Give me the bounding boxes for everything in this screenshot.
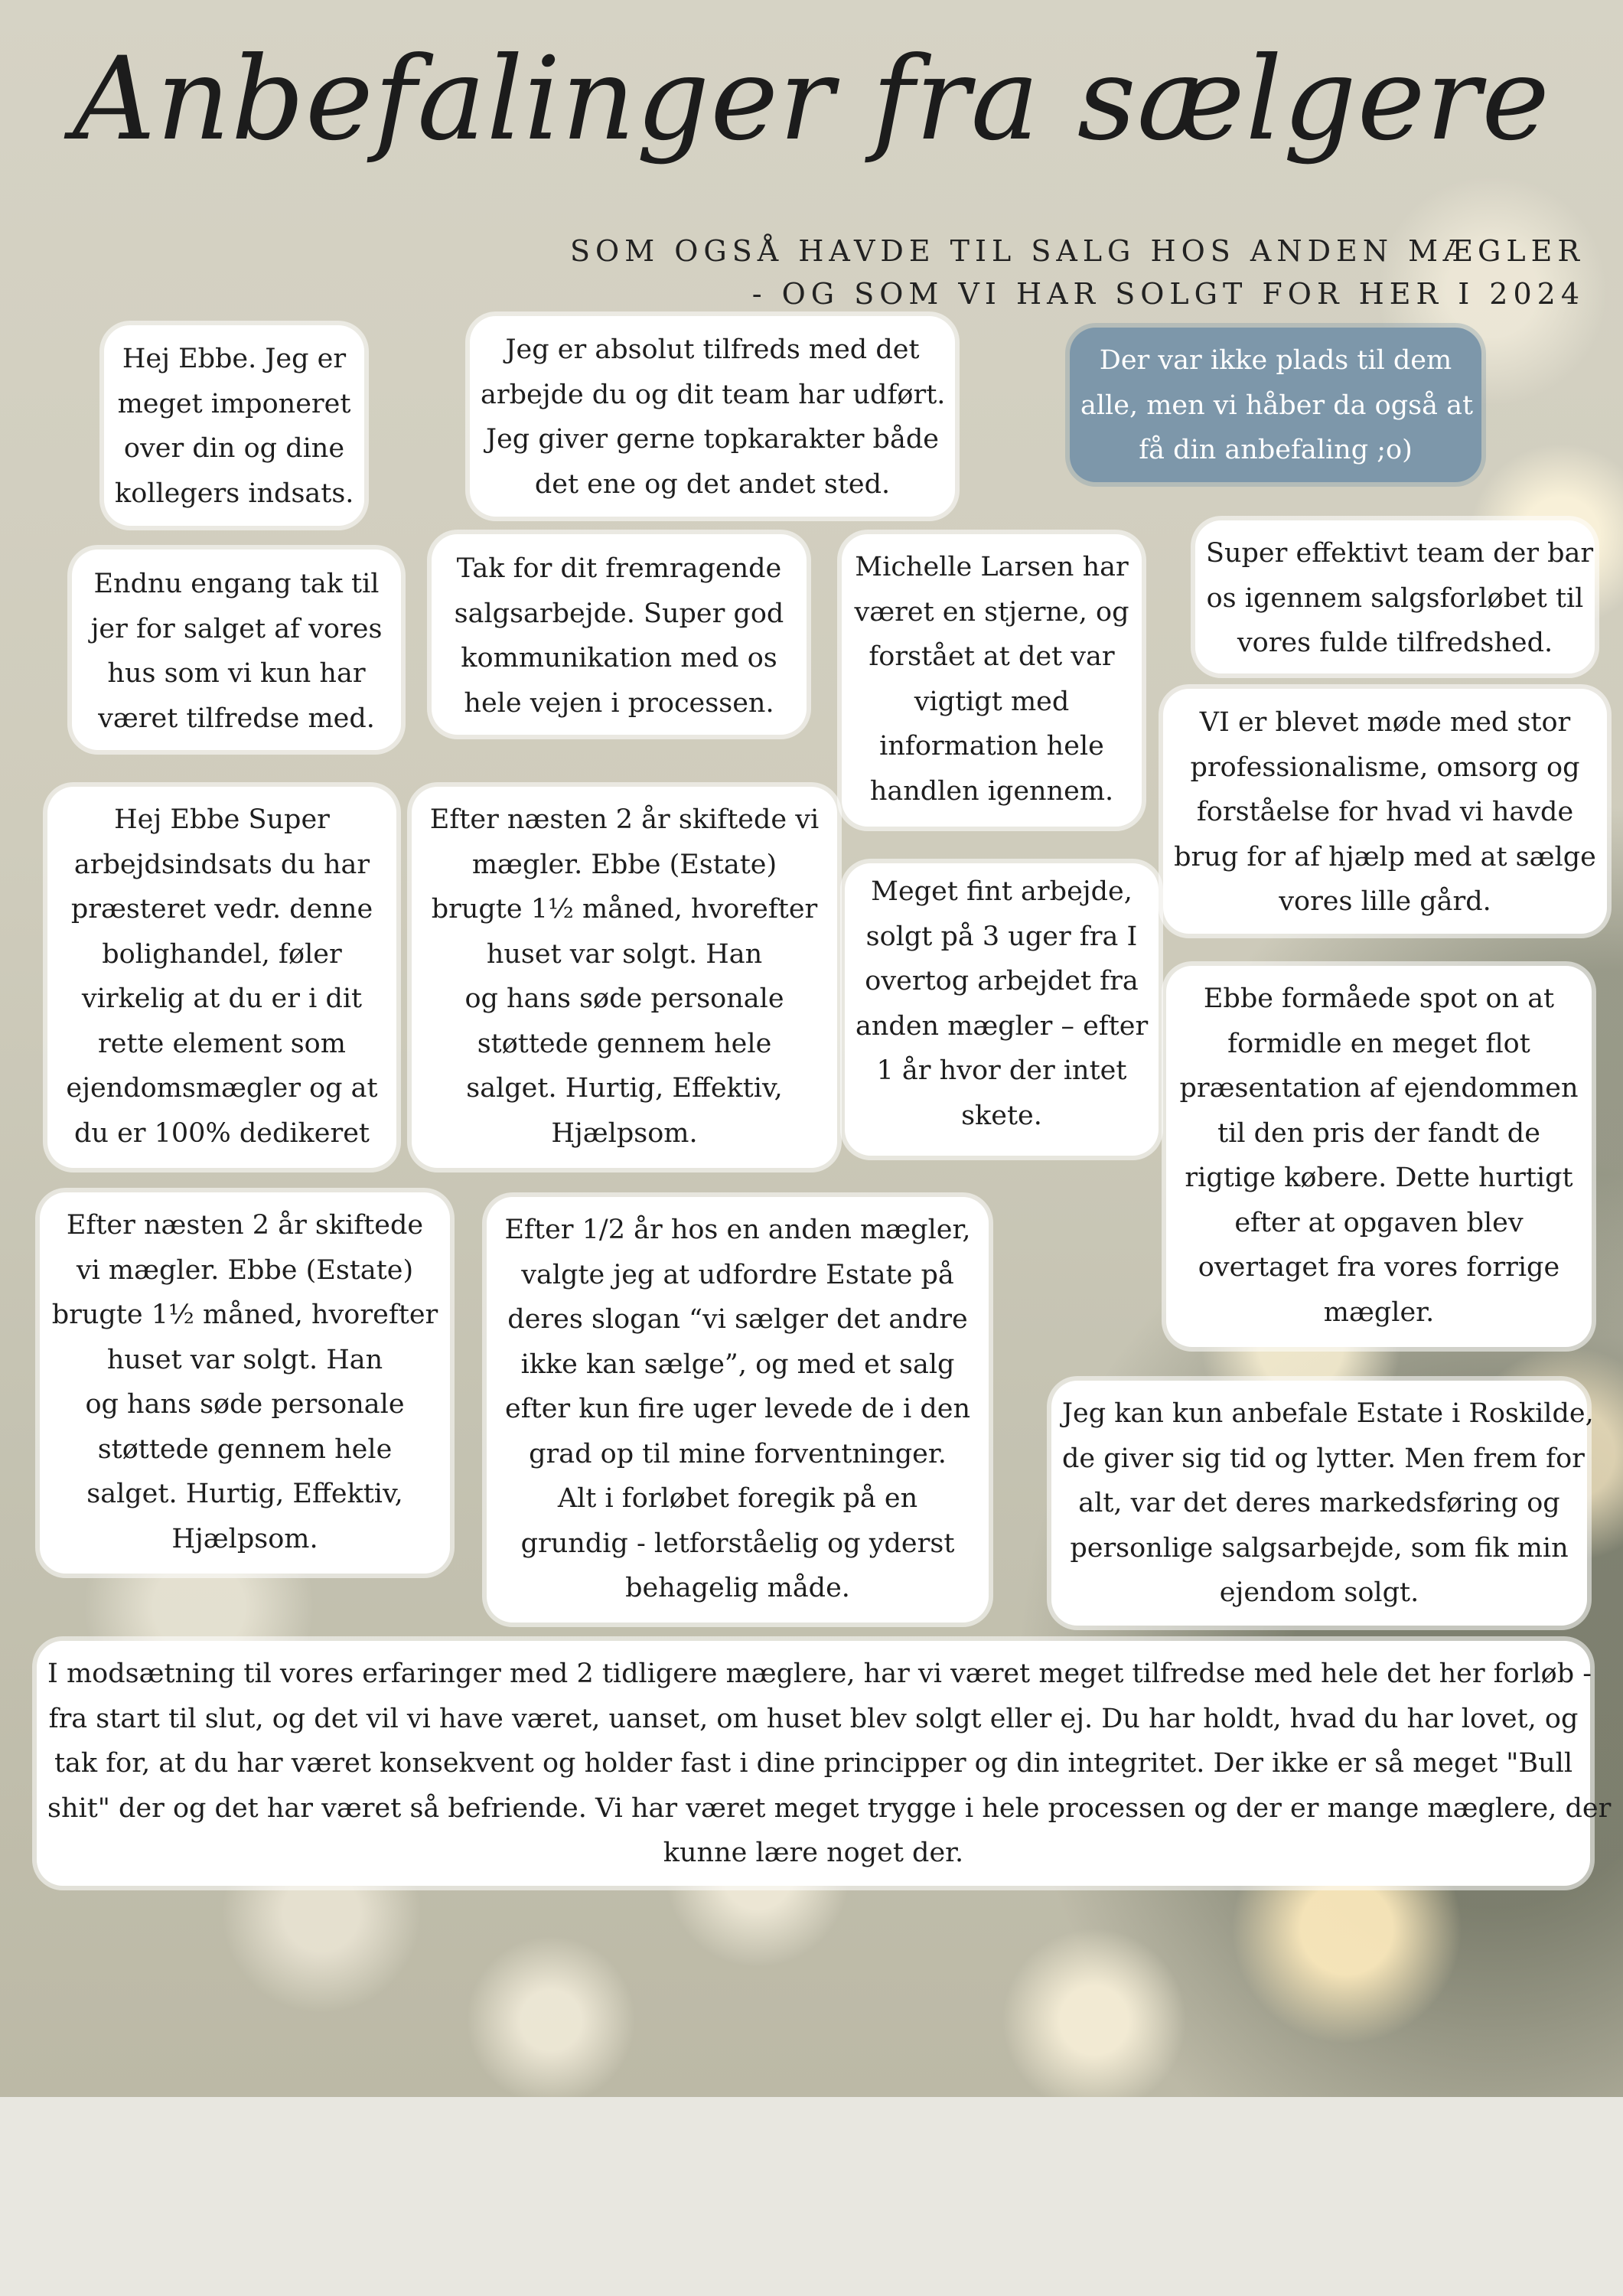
footer-band [0,2097,1623,2296]
testimonial-line: arbejde du og dit team har udført. [481,379,946,410]
testimonial-line: tak for, at du har været konsekvent og holder fast i dine principper og din integritet. Der ikke er så meget "Bull [54,1748,1573,1779]
testimonial-bubble-1 [104,325,364,526]
testimonial-line: professionalisme, omsorg og [1190,752,1580,783]
testimonial-line: mægler. Ebbe (Estate) [471,849,777,880]
testimonial-line: os igennem salgsforløbet til [1206,582,1584,614]
testimonial-line: Hej Ebbe. Jeg er [122,344,347,374]
testimonial-line: hus som vi kun har [107,658,366,689]
testimonial-line: Jeg giver gerne topkarakter både [486,424,939,455]
testimonial-line: overtaget fra vores forrige [1198,1252,1560,1283]
testimonial-line: Super effektivt team der bar [1206,538,1594,569]
testimonial-line: det ene og det andet sted. [534,468,891,500]
testimonial-line: VI er blevet møde med stor [1199,707,1571,738]
testimonial-line: alt, var det deres markedsføring og [1078,1488,1560,1518]
testimonial-line: vores lille gård. [1279,886,1491,917]
testimonial-line: meget imponeret [117,388,351,419]
testimonial-line: Hjælpsom. [171,1523,318,1554]
testimonial-line: kommunikation med os [461,643,777,673]
testimonial-line: Hej Ebbe Super [114,804,330,835]
testimonial-line: efter kun fire uger levede de i den [504,1394,970,1424]
testimonial-line: anden mægler – efter [855,1010,1149,1042]
testimonial-line: over din og dine [123,433,345,464]
testimonial-line: personlige salgsarbejde, som fik min [1070,1532,1569,1564]
testimonial-line: Endnu engang tak til [93,569,380,599]
testimonial-line: brug for af hjælp med at sælge [1174,841,1596,872]
testimonial-line: virkelig at du er i dit [81,983,363,1014]
testimonial-line: I modsætning til vores erfaringer med 2 tidligere mæglere, har vi været meget tilfredse med hele det her forløb - [47,1658,1592,1689]
testimonial-line: brugte 1½ måned, hvorefter [431,894,818,925]
testimonial-line: Jeg er absolut tilfreds med det [505,334,920,365]
testimonial-line: og hans søde personale [85,1389,405,1420]
testimonial-bubble-13 [487,1197,989,1623]
testimonial-line: bolighandel, føler [102,938,342,970]
testimonial-line: præsentation af ejendommen [1179,1073,1579,1104]
testimonial-line: skete. [961,1100,1042,1131]
testimonial-bubble-6 [1195,520,1595,673]
testimonial-line: salget. Hurtig, Effektiv, [466,1073,783,1104]
testimonial-line: forstået at det var [869,641,1115,672]
testimonial-line: behagelig måde. [625,1573,850,1603]
testimonial-line: hele vejen i processen. [464,687,774,719]
testimonial-bubble-7 [1163,689,1607,934]
testimonial-line: handlen igennem. [869,775,1114,807]
testimonial-line: ikke kan sælge”, og med et salg [520,1349,955,1380]
testimonial-line: været en stjerne, og [854,596,1129,628]
testimonial-bubble-12 [40,1192,450,1574]
testimonial-line: du er 100% dedikeret [74,1117,370,1149]
testimonial-line: information hele [879,731,1104,762]
testimonial-bubble-2 [470,316,955,517]
testimonial-line: ejendom solgt. [1219,1577,1419,1608]
testimonial-line: grundig - letforståelig og yderst [520,1528,955,1559]
testimonial-line: Tak for dit fremragende [456,553,782,584]
testimonial-line: 1 år hvor der intet [876,1055,1127,1086]
page-title: Anbefalinger fra sælgere [73,33,1550,166]
testimonial-line: Der var ikke plads til dem [1099,345,1452,376]
testimonial-line: støttede gennem hele [477,1028,772,1059]
testimonial-line: få din anbefaling ;o) [1139,435,1413,465]
testimonial-line: brugte 1½ måned, hvorefter [51,1300,438,1330]
testimonial-line: efter at opgaven blev [1234,1207,1524,1238]
testimonial-line: til den pris der fandt de [1217,1117,1540,1149]
testimonial-line: arbejdsindsats du har [73,849,370,880]
testimonial-line: præsteret vedr. denne [70,894,373,925]
testimonial-line: Hjælpsom. [551,1117,698,1149]
testimonial-line: mægler. [1323,1296,1435,1328]
testimonial-line: formidle en meget flot [1227,1028,1530,1059]
testimonial-line: forståelse for hvad vi havde [1196,797,1574,827]
testimonial-line: vores fulde tilfredshed. [1237,628,1553,658]
testimonial-line: Jeg kan kun anbefale Estate i Roskilde, [1062,1398,1594,1429]
testimonial-line: Michelle Larsen har [855,552,1129,582]
testimonial-line: deres slogan “vi sælger det andre [507,1304,968,1335]
testimonial-line: valgte jeg at udfordre Estate på [521,1259,954,1290]
testimonial-line: alle, men vi håber da også at [1080,390,1474,421]
testimonial-line: vigtigt med [914,686,1070,717]
testimonial-line: vi mægler. Ebbe (Estate) [76,1254,414,1286]
testimonial-line: grad op til mine forventninger. [529,1438,947,1469]
testimonial-line: solgt på 3 uger fra I [865,921,1138,952]
testimonial-bubble-5 [842,534,1142,827]
testimonial-line: fra start til slut, og det vil vi have været, uanset, om huset blev solgt eller ej. Du har holdt, hvad du har lovet, og [48,1703,1579,1734]
testimonial-bubble-11 [1166,966,1592,1347]
subtitle-line-1: SOM OGSÅ HAVDE TIL SALG HOS ANDEN MÆGLER [570,234,1585,268]
testimonial-line: rigtige købere. Dette hurtigt [1185,1163,1573,1193]
testimonial-line: Alt i forløbet foregik på en [557,1483,918,1514]
testimonial-line: Meget fint arbejde, [871,876,1133,907]
testimonial-bubble-8 [47,787,396,1168]
testimonial-line: kollegers indsats. [115,478,354,509]
testimonial-line: Ebbe formåede spot on at [1203,983,1555,1014]
testimonial-bubble-15 [37,1641,1612,1886]
testimonial-line: været tilfredse med. [98,703,375,734]
testimonial-bubble-14 [1051,1381,1594,1626]
testimonial-line: overtog arbejdet fra [865,966,1139,996]
testimonial-line: huset var solgt. Han [486,938,763,970]
testimonial-line: kunne lære noget der. [663,1838,964,1868]
testimonial-line: salget. Hurtig, Effektiv, [86,1479,403,1509]
subtitle-line-2: - OG SOM VI HAR SOLGT FOR HER I 2024 [751,277,1585,311]
testimonial-bubble-10 [845,863,1159,1156]
testimonial-bubble-3 [72,550,401,750]
testimonial-line: salgsarbejde. Super god [454,598,784,629]
testimonial-line: Efter næsten 2 år skiftede vi [429,804,820,835]
testimonial-bubble-9 [412,787,837,1168]
testimonial-line: og hans søde personale [464,983,784,1014]
testimonial-line: jer for salget af vores [90,613,383,644]
testimonial-line: huset var solgt. Han [106,1344,383,1375]
testimonial-line: de giver sig tid og lytter. Men frem for [1062,1443,1585,1474]
testimonial-line: ejendomsmægler og at [66,1073,378,1104]
testimonial-line: rette element som [98,1028,346,1059]
testimonial-bubble-4 [432,534,807,735]
testimonial-line: støttede gennem hele [97,1433,393,1465]
testimonial-line: Efter næsten 2 år skiftede [66,1210,424,1241]
testimonial-line: Efter 1/2 år hos en anden mægler, [504,1215,971,1245]
page-subtitle [570,230,1585,315]
testimonial-line: shit" der og det har været så befriende. Vi har været meget trygge i hele processen og der er mange mæglere, der [47,1792,1612,1824]
invite-bubble [1070,328,1481,482]
